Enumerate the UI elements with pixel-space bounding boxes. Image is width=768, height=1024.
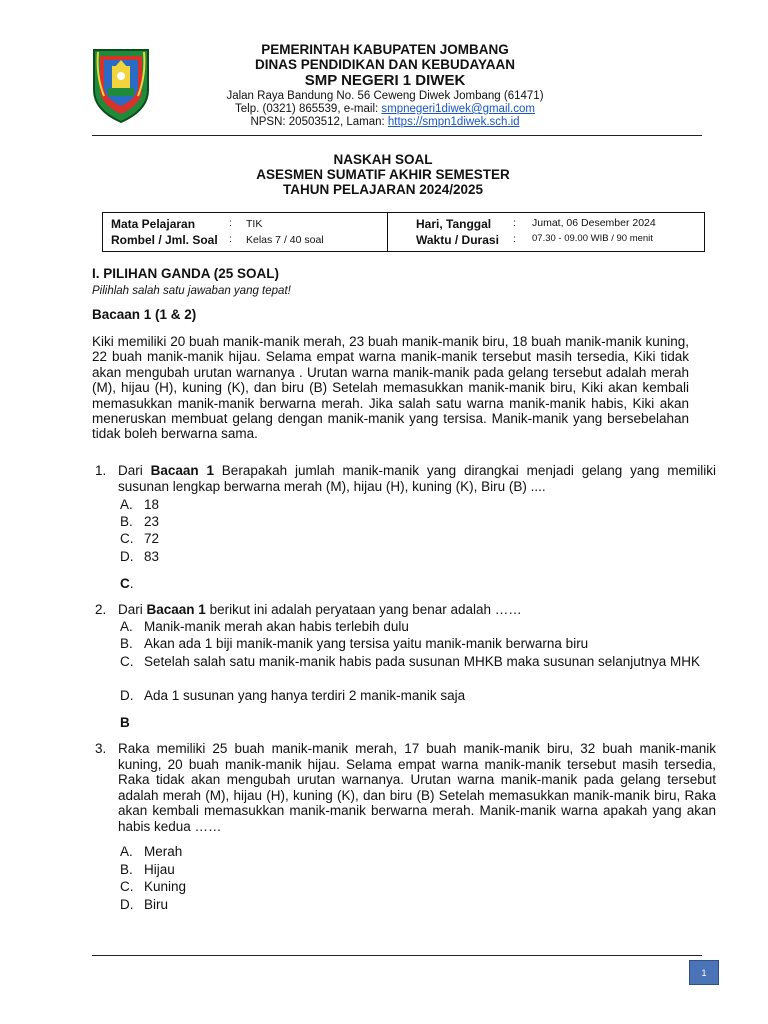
class-value: Kelas 7 / 40 soal [246, 234, 324, 246]
table-divider [387, 212, 388, 252]
phone-text: Telp. (0321) 865539, e-mail: [235, 103, 382, 115]
option-letter: A. [120, 497, 133, 512]
reading-title: Bacaan 1 (1 & 2) [92, 307, 197, 322]
time-value: 07.30 - 09.00 WIB / 90 menit [532, 233, 653, 244]
day-value: Jumat, 06 Desember 2024 [532, 217, 656, 229]
colon: : [229, 233, 232, 245]
option-text: Kuning [144, 879, 187, 894]
page-number-badge: 1 [689, 960, 719, 985]
option-letter: C. [120, 879, 134, 894]
question-text [118, 602, 716, 618]
school-name: SMP NEGERI 1 DIWEK [304, 72, 466, 89]
section-title: I. PILIHAN GANDA (25 SOAL) [92, 266, 280, 281]
reading-text: Kiki memiliki 20 buah manik-manik merah, 23 buah manik-manik biru, 18 buah manik-manik kuning, 22 buah manik-manik hijau. Selama empat warna manik-manik tersebut masih tersedia, Kiki tidak akan mengubah urutan warnanya . Urutan warna manik-manik pada gelang tersebut adalah merah (M), hijau (H), kuning (K), dan biru (B) Setelah memasukkan manik-manik biru, Kiki akan kembali memasukkan manik-manik berwarna merah. Jika salah satu warna manik-manik habis, Kiki akan meneruskan membuat gelang dengan manik-manik yang tersisa. Manik-manik yang bersebelahan tidak boleh berwarna sama. [92, 334, 689, 442]
option-letter: C. [120, 531, 134, 546]
answer-suffix: . [129, 576, 134, 591]
option-letter: D. [120, 549, 134, 564]
option-text: Setelah salah satu manik-manik habis pada susunan MHKB maka susunan selanjutnya MHK [144, 654, 701, 669]
option-letter: C. [120, 654, 134, 669]
subject-label: Mata Pelajaran [111, 217, 196, 231]
option-text: Manik-manik merah akan habis terlebih dulu [144, 619, 409, 634]
question-number: 2. [95, 602, 107, 617]
question-body: berikut ini adalah peryataan yang benar adalah …… [205, 602, 522, 617]
department-header-line: DINAS PENDIDIKAN DAN KEBUDAYAAN [254, 57, 516, 72]
npsn-line [150, 117, 620, 129]
option-letter: B. [120, 862, 133, 877]
question-bold-ref: Bacaan 1 [146, 602, 206, 617]
option-text: Ada 1 susunan yang hanya terdiri 2 manik-manik saja [144, 688, 466, 703]
doc-year: TAHUN PELAJARAN 2024/2025 [282, 182, 484, 197]
option-letter: D. [120, 688, 134, 703]
option-letter: B. [120, 514, 133, 529]
doc-title: NASKAH SOAL [333, 152, 433, 167]
subject-value: TIK [246, 218, 263, 230]
option-text: Hijau [144, 862, 175, 877]
question-prefix: Dari [118, 463, 151, 478]
website-link[interactable]: https://smpn1diwek.sch.id [387, 116, 520, 128]
option-text: Biru [144, 897, 169, 912]
answer-letter: C [120, 576, 130, 591]
day-label: Hari, Tanggal [416, 217, 492, 231]
option-text: 18 [144, 497, 160, 512]
npsn-text: NPSN: 20503512, Laman: [250, 116, 388, 128]
option-text: Akan ada 1 biji manik-manik yang tersisa yaitu manik-manik berwarna biru [144, 636, 589, 651]
school-address: Jalan Raya Bandung No. 56 Ceweng Diwek Jombang (61471) [226, 90, 544, 102]
exam-info-table [102, 212, 705, 252]
option-letter: A. [120, 619, 133, 634]
question-bold-ref: Bacaan 1 [150, 463, 214, 478]
question-body: Berapakah jumlah manik-manik yang dirangkai menjadi gelang yang memiliki susunan lengkap berwarna merah (M), hijau (H), kuning (K), Biru (B) .... [118, 463, 716, 494]
option-text: 23 [144, 514, 160, 529]
contact-line [150, 104, 620, 116]
answer-key: B [120, 715, 130, 730]
option-letter: A. [120, 844, 133, 859]
question-number: 3. [95, 741, 107, 756]
doc-subtitle: ASESMEN SUMATIF AKHIR SEMESTER [256, 167, 510, 182]
time-label: Waktu / Durasi [416, 233, 499, 247]
class-label: Rombel / Jml. Soal [111, 233, 218, 247]
email-link[interactable]: smpnegeri1diwek@gmail.com [381, 103, 535, 115]
footer-divider [92, 955, 702, 956]
question-text: Raka memiliki 25 buah manik-manik merah, 17 buah manik-manik biru, 32 buah manik-manik kuning, 20 buah manik-manik hijau. Selama empat warna manik-manik tersebut masih tersedia, Raka tidak akan mengubah urutan warnanya. Urutan warna manik-manik pada gelang tersebut adalah merah (M), hijau (H), kuning (K), dan biru (B) Setelah memasukkan manik-manik biru, Raka akan kembali memasukkan manik-manik berwarna merah. Manik-manik warna apakah yang akan habis kedua …… [118, 741, 716, 834]
jombang-crest-icon [90, 46, 152, 124]
colon: : [229, 217, 232, 229]
question-number: 1. [95, 463, 107, 478]
header-divider [92, 135, 702, 136]
question-text [118, 463, 716, 494]
option-letter: B. [120, 636, 133, 651]
answer-key [120, 576, 134, 591]
instruction: Pilihlah salah satu jawaban yang tepat! [92, 285, 291, 297]
gov-header-line: PEMERINTAH KABUPATEN JOMBANG [261, 42, 509, 57]
colon: : [513, 233, 516, 245]
colon: : [513, 217, 516, 229]
question-prefix: Dari [118, 602, 147, 617]
option-text: 72 [144, 531, 160, 546]
option-text: Merah [144, 844, 183, 859]
option-letter: D. [120, 897, 134, 912]
option-text: 83 [144, 549, 160, 564]
